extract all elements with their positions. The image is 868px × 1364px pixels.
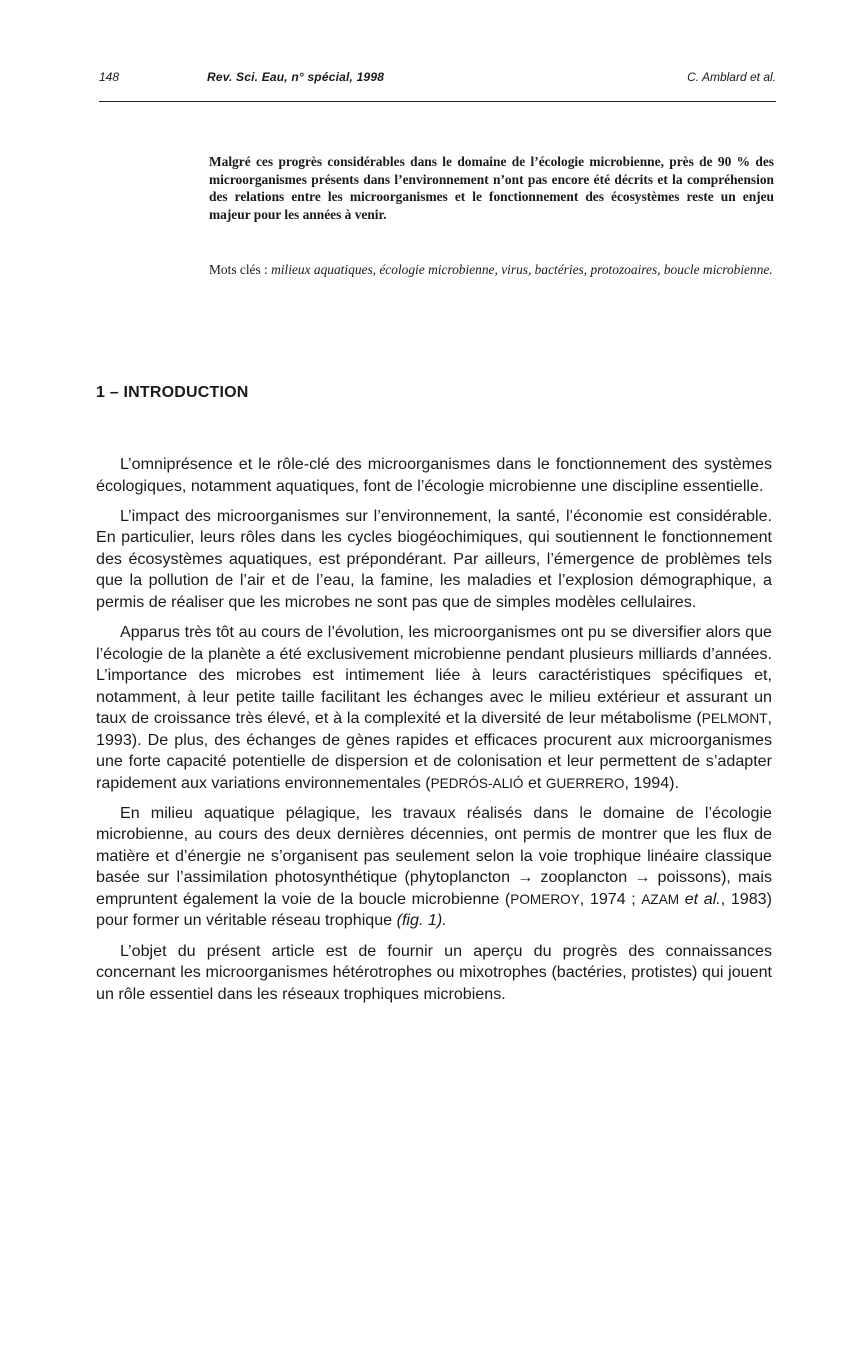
citation-pomeroy: POMEROY	[510, 891, 580, 907]
paragraph-3-text-d: , 1994).	[624, 773, 680, 792]
paragraph-4-text-c: , 1983) pour former un véritable réseau trophique	[96, 889, 772, 930]
running-head	[99, 70, 776, 90]
keywords-label: Mots clés :	[209, 262, 268, 277]
abstract-paragraph: Malgré ces progrès considérables dans le domaine de l’écologie microbienne, près de 90 % des microorganismes présents dans l’environnement n’ont pas encore été décrits et la compréhension des relations entre les microorganismes et le fonctionnement des écosystèmes reste un enjeu majeur pour les années à venir.	[209, 154, 774, 222]
citation-azam: AZAM	[641, 891, 680, 907]
paragraph-3	[96, 622, 772, 794]
running-head-authors: C. Amblard et al.	[687, 70, 776, 84]
page-number: 148	[99, 70, 120, 84]
citation-pelmont: PELMONT	[701, 711, 768, 727]
keywords	[209, 261, 774, 279]
paragraph-4	[96, 803, 772, 932]
journal-reference: Rev. Sci. Eau, n° spécial, 1998	[207, 70, 385, 84]
paragraph-3-text-b: , 1993). De plus, des échanges de gènes rapides et efficaces procurent aux microorganismes une forte capacité potentielle de dispersion et de colonisation et leur permettent de s’adapter rapidement aux variations environnementales (	[96, 709, 772, 792]
citation-et-al: et al.	[684, 889, 721, 908]
paragraph-3-text-a: Apparus très tôt au cours de l’évolution, les microorganismes ont pu se diversifier alors que l’écologie de la planète a été exclusivement microbienne pendant plusieurs milliards d’années. L’importance des microbes est intimement liée à leurs caractéristiques spécifiques et, notamment, à leur petite taille facilitant les échanges avec le milieu extérieur et assurant un taux de croissance très élevé, et à la complexité et la diversité de leur métabolisme (	[96, 623, 772, 728]
paragraph-1: L’omniprésence et le rôle-clé des microorganismes dans le fonctionnement des systèmes écologiques, notamment aquatiques, font de l’écologie microbienne une discipline essentielle.	[96, 455, 772, 495]
body-text	[96, 454, 772, 1014]
keywords-text: milieux aquatiques, écologie microbienne, virus, bactéries, protozoaires, boucle microbienne.	[271, 262, 773, 277]
citation-pedros-alio: PEDRÓS-ALIÓ	[430, 775, 524, 791]
citation-guerrero: GUERRERO	[545, 775, 625, 791]
paragraph-4-text-b: , 1974 ;	[579, 889, 642, 908]
paragraph-4-text-a: En milieu aquatique pélagique, les travaux réalisés dans le domaine de l’écologie microbienne, au cours des deux dernières décennies, ont permis de montrer que les flux de matière et d’énergie ne s’organisent pas seulement selon la voie trophique linéaire classique basée sur l’assimilation photosynthétique (phytoplancton → zooplancton → poissons), mais empruntent également la voie de la boucle microbienne (	[96, 803, 772, 908]
figure-reference: (fig. 1).	[396, 911, 447, 930]
header-rule	[99, 101, 776, 102]
paragraph-5: L’objet du présent article est de fournir un aperçu du progrès des connaissances concernant les microorganismes hétérotrophes ou mixotrophes (bactéries, protistes) qui jouent un rôle essentiel dans les réseaux trophiques microbiens.	[96, 941, 772, 1003]
paragraph-2: L’impact des microorganismes sur l’environnement, la santé, l’économie est considérable. En particulier, leurs rôles dans les cycles biogéochimiques, qui soutiennent le fonctionnement des écosystèmes aquatiques, est prépondérant. Par ailleurs, l’émergence de problèmes tels que la pollution de l’air et de l’eau, la famine, les maladies et l’explosion démographique, a permis de réaliser que les microbes ne sont pas que de simples modèles cellulaires.	[96, 506, 772, 611]
section-heading: 1 – INTRODUCTION	[96, 384, 249, 401]
paragraph-3-text-c: et	[523, 773, 546, 792]
